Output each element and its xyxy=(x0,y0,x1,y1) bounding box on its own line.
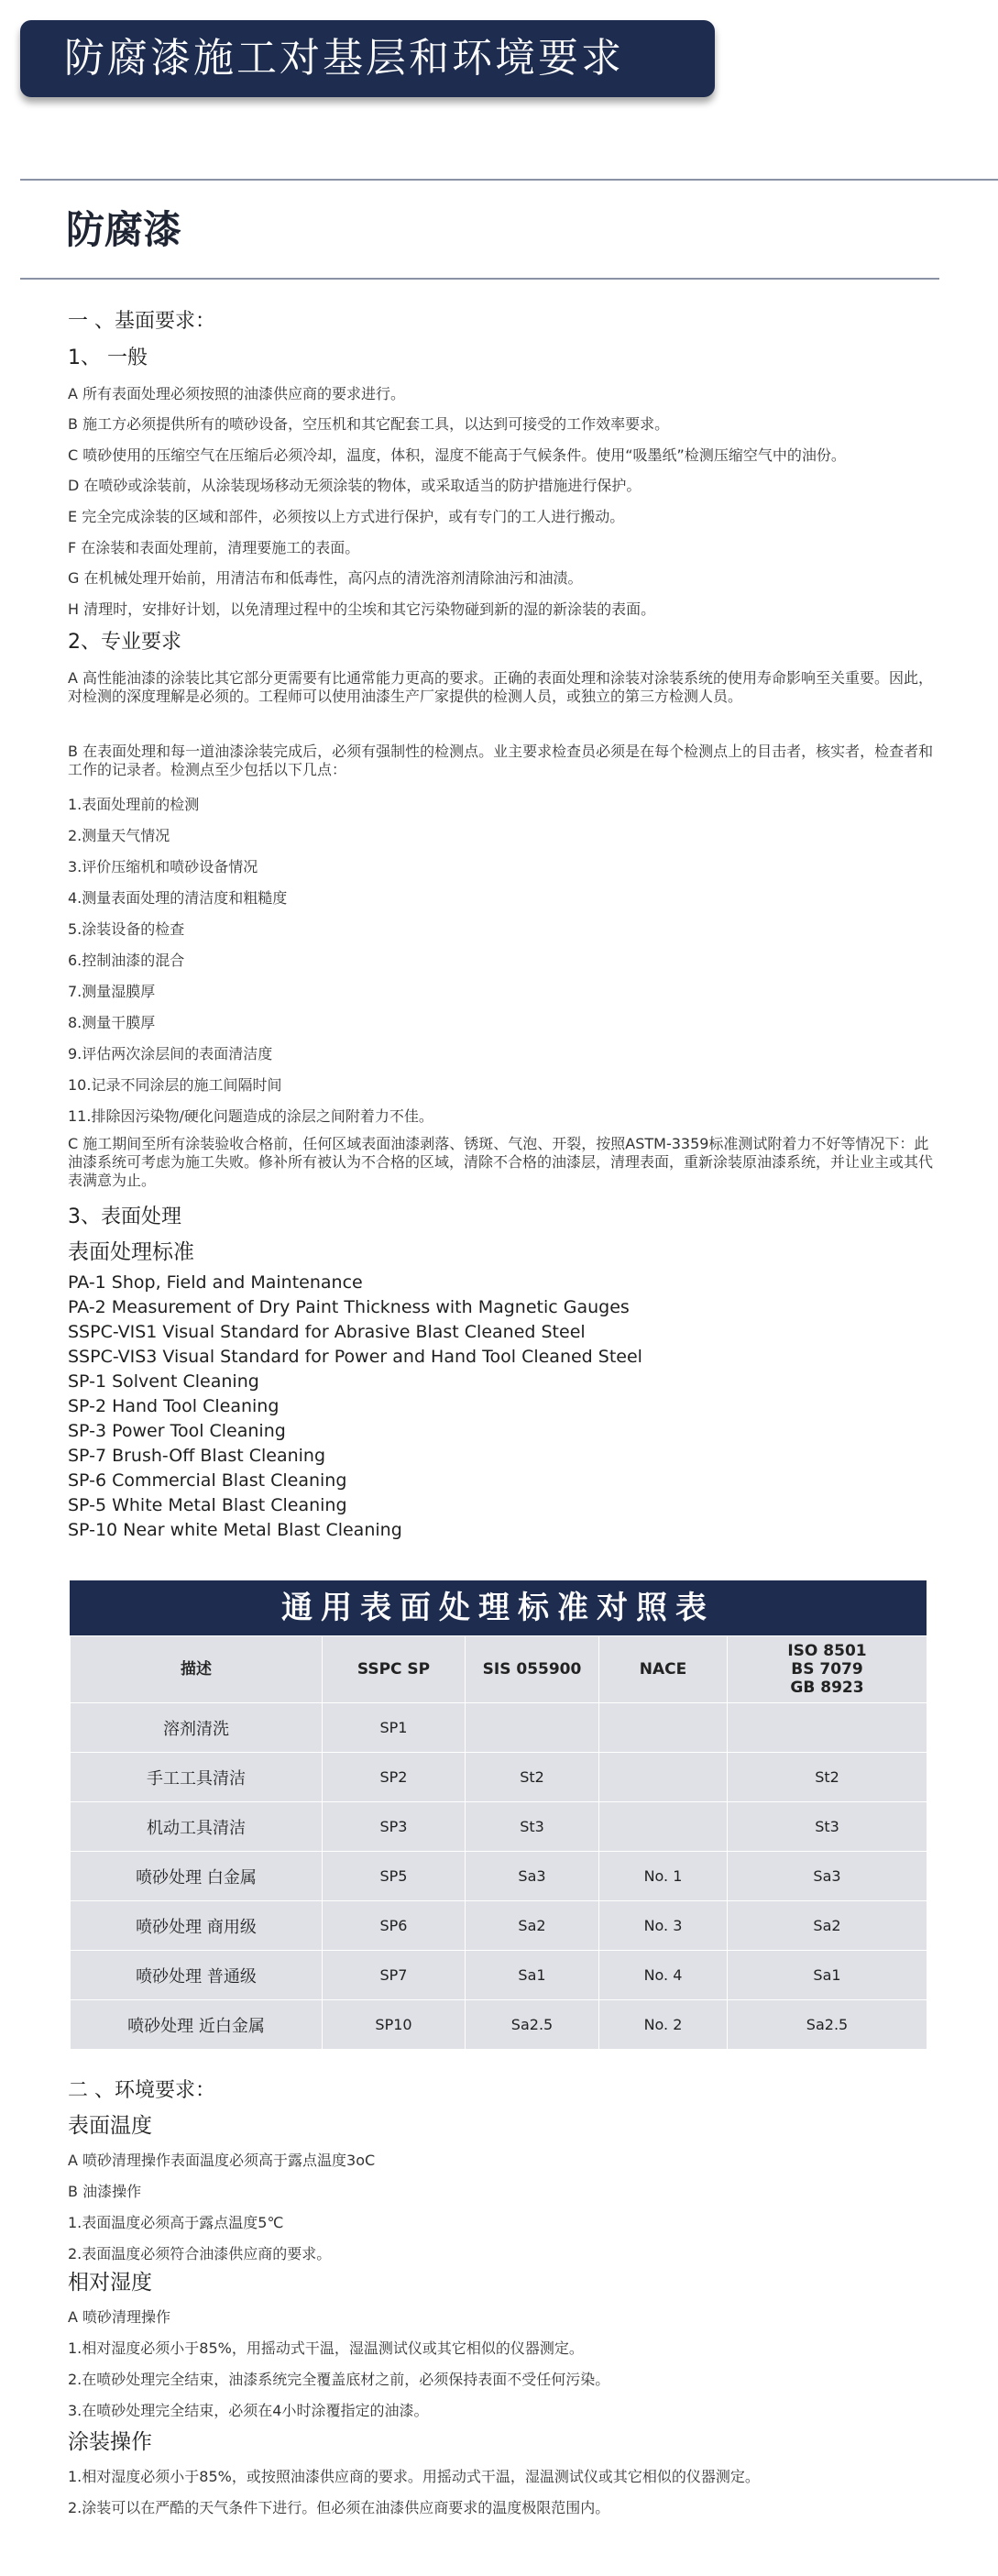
painting-heading: 涂装操作 xyxy=(68,2430,152,2454)
list-item: A 喷砂清理操作表面温度必须高于露点温度3oC xyxy=(68,2152,376,2169)
divider-line xyxy=(20,179,998,181)
standard-item: PA-1 Shop, Field and Maintenance xyxy=(68,1272,363,1293)
standard-item: SP-6 Commercial Blast Cleaning xyxy=(68,1470,347,1491)
list-item: A 喷砂清理操作 xyxy=(68,2308,171,2326)
table-cell: No. 3 xyxy=(599,1901,728,1951)
divider-line xyxy=(20,278,939,280)
table-cell: 手工工具清洁 xyxy=(71,1753,323,1802)
banner-title: 防腐漆施工对基层和环境要求 xyxy=(64,35,624,82)
paragraph-a: A 高性能油漆的涂装比其它部分更需要有比通常能力更高的要求。正确的表面处理和涂装对涂装系统的使用寿命影响至关重要。因此，对检测的深度理解是必须的。工程师可以使用油漆生产厂家提供的检测人员，或独立的第三方检测人员。 xyxy=(68,669,934,705)
check-item: 1.表面处理前的检测 xyxy=(68,796,200,813)
check-item: 7.测量湿膜厚 xyxy=(68,983,156,1000)
list-item: 2.在喷砂处理完全结束，油漆系统完全覆盖底材之前，必须保持表面不受任何污染。 xyxy=(68,2371,610,2388)
table-cell: 喷砂处理 商用级 xyxy=(71,1901,323,1951)
table-cell: 溶剂清洗 xyxy=(71,1703,323,1753)
part2-heading: 二 、环境要求： xyxy=(68,2079,215,2102)
table-cell: Sa3 xyxy=(466,1852,599,1901)
table-cell: Sa2.5 xyxy=(728,2000,927,2050)
list-item: H 清理时，安排好计划，以免清理过程中的尘埃和其它污染物碰到新的湿的新涂装的表面。 xyxy=(68,600,656,618)
part1-heading: 一 、基面要求： xyxy=(68,310,215,333)
table-cell: SP2 xyxy=(323,1753,466,1802)
list-item: E 完全完成涂装的区域和部件，必须按以上方式进行保护，或有专门的工人进行搬动。 xyxy=(68,508,625,525)
check-item: 5.涂装设备的检查 xyxy=(68,920,185,938)
table-cell: SP10 xyxy=(323,2000,466,2050)
table-cell: Sa2 xyxy=(728,1901,927,1951)
paragraph-c: C 施工期间至所有涂装验收合格前，任何区域表面油漆剥落、锈斑、气泡、开裂，按照ASTM-3359标准测试附着力不好等情况下：此油漆系统可考虑为施工失败。修补所有被认为不合格的区域，清除不合格的油漆层，清理表面，重新涂装原油漆系统，并让业主或其代表满意为止。 xyxy=(68,1135,934,1189)
general-heading: 1、 一般 xyxy=(68,347,148,369)
list-item: 3.在喷砂处理完全结束，必须在4小时涂覆指定的油漆。 xyxy=(68,2402,429,2419)
temp-heading: 表面温度 xyxy=(68,2114,152,2138)
table-cell xyxy=(466,1703,599,1753)
table-row xyxy=(71,2000,927,2050)
table-cell xyxy=(599,1703,728,1753)
header-cell: SSPC SP xyxy=(323,1636,466,1703)
table-cell: No. 4 xyxy=(599,1951,728,2000)
standard-item: SP-10 Near white Metal Blast Cleaning xyxy=(68,1520,402,1540)
professional-heading: 2、专业要求 xyxy=(68,631,181,654)
table-cell: SP3 xyxy=(323,1802,466,1852)
table-row xyxy=(71,1802,927,1852)
table-cell xyxy=(599,1802,728,1852)
table-cell xyxy=(599,1753,728,1802)
standard-item: SP-5 White Metal Blast Cleaning xyxy=(68,1495,347,1515)
list-item: B 施工方必须提供所有的喷砂设备，空压机和其它配套工具，以达到可接受的工作效率要求。 xyxy=(68,415,670,433)
standard-item: SP-7 Brush-Off Blast Cleaning xyxy=(68,1446,326,1466)
standard-item: SSPC-VIS1 Visual Standard for Abrasive Blast Cleaned Steel xyxy=(68,1322,586,1342)
table-cell: Sa2 xyxy=(466,1901,599,1951)
section-title: 防腐漆 xyxy=(66,207,182,252)
check-item: 6.控制油漆的混合 xyxy=(68,952,185,969)
list-item: A 所有表面处理必须按照的油漆供应商的要求进行。 xyxy=(68,385,406,402)
table-title: 通用表面处理标准对照表 xyxy=(70,1580,927,1635)
table-cell: St2 xyxy=(466,1753,599,1802)
table-cell: Sa1 xyxy=(728,1951,927,2000)
table-cell: 喷砂处理 普通级 xyxy=(71,1951,323,2000)
humidity-heading: 相对湿度 xyxy=(68,2271,152,2295)
table-row xyxy=(71,1852,927,1901)
table-cell: Sa2.5 xyxy=(466,2000,599,2050)
table-cell: SP6 xyxy=(323,1901,466,1951)
check-item: 2.测量天气情况 xyxy=(68,827,170,844)
table-cell: Sa3 xyxy=(728,1852,927,1901)
header-cell: ISO 8501 BS 7079 GB 8923 xyxy=(728,1636,927,1703)
table-row xyxy=(71,1951,927,2000)
table-cell: SP7 xyxy=(323,1951,466,2000)
standard-item: SP-3 Power Tool Cleaning xyxy=(68,1421,286,1441)
list-item: 1.相对湿度必须小于85%，或按照油漆供应商的要求。用摇动式干温，湿温测试仪或其它相似的仪器测定。 xyxy=(68,2468,760,2485)
comparison-table xyxy=(70,1635,927,2050)
standard-item: SP-2 Hand Tool Cleaning xyxy=(68,1396,280,1416)
check-item: 3.评价压缩机和喷砂设备情况 xyxy=(68,858,258,875)
header-cell: 描述 xyxy=(71,1636,323,1703)
list-item: D 在喷砂或涂装前，从涂装现场移动无须涂装的物体，或采取适当的防护措施进行保护。 xyxy=(68,477,642,494)
standard-item: PA-2 Measurement of Dry Paint Thickness with Magnetic Gauges xyxy=(68,1297,630,1317)
table-cell: SP5 xyxy=(323,1852,466,1901)
check-item: 9.评估两次涂层间的表面清洁度 xyxy=(68,1045,273,1062)
table-cell: 机动工具清洁 xyxy=(71,1802,323,1852)
check-item: 4.测量表面处理的清洁度和粗糙度 xyxy=(68,889,288,907)
table-cell: SP1 xyxy=(323,1703,466,1753)
table-row xyxy=(71,1703,927,1753)
list-item: 1.相对湿度必须小于85%，用摇动式干温，湿温测试仪或其它相似的仪器测定。 xyxy=(68,2339,584,2357)
paragraph-b: B 在表面处理和每一道油漆涂装完成后，必须有强制性的检测点。业主要求检查员必须是在每个检测点上的目击者，核实者，检查者和工作的记录者。检测点至少包括以下几点： xyxy=(68,743,934,778)
table-cell xyxy=(728,1703,927,1753)
list-item: B 油漆操作 xyxy=(68,2183,142,2200)
table-cell: St2 xyxy=(728,1753,927,1802)
list-item: G 在机械处理开始前，用清洁布和低毒性，高闪点的清洗溶剂清除油污和油渍。 xyxy=(68,569,583,587)
check-item: 11.排除因污染物/硬化问题造成的涂层之间附着力不佳。 xyxy=(68,1107,433,1125)
standard-item: SSPC-VIS3 Visual Standard for Power and Hand Tool Cleaned Steel xyxy=(68,1347,642,1367)
surface-heading: 3、表面处理 xyxy=(68,1205,181,1228)
table-cell: 喷砂处理 白金属 xyxy=(71,1852,323,1901)
table-cell: No. 2 xyxy=(599,2000,728,2050)
list-item: C 喷砂使用的压缩空气在压缩后必须冷却，温度，体积，湿度不能高于气候条件。使用“吸墨纸”检测压缩空气中的油份。 xyxy=(68,446,846,464)
table-header-row xyxy=(71,1636,927,1703)
table-cell: St3 xyxy=(466,1802,599,1852)
list-item: F 在涂装和表面处理前，清理要施工的表面。 xyxy=(68,539,360,556)
header-cell: SIS 055900 xyxy=(466,1636,599,1703)
table-row xyxy=(71,1753,927,1802)
list-item: 2.涂装可以在严酷的天气条件下进行。但必须在油漆供应商要求的温度极限范围内。 xyxy=(68,2499,610,2516)
table-cell: No. 1 xyxy=(599,1852,728,1901)
table-cell: St3 xyxy=(728,1802,927,1852)
standard-item: SP-1 Solvent Cleaning xyxy=(68,1371,259,1392)
table-cell: 喷砂处理 近白金属 xyxy=(71,2000,323,2050)
table-cell: Sa1 xyxy=(466,1951,599,2000)
list-item: 2.表面温度必须符合油漆供应商的要求。 xyxy=(68,2245,332,2262)
check-item: 8.测量干膜厚 xyxy=(68,1014,156,1031)
standards-heading: 表面处理标准 xyxy=(68,1240,194,1264)
list-item: 1.表面温度必须高于露点温度5℃ xyxy=(68,2214,284,2231)
standards-comparison-table xyxy=(70,1580,927,2050)
check-item: 10.记录不同涂层的施工间隔时间 xyxy=(68,1076,282,1094)
header-cell: NACE xyxy=(599,1636,728,1703)
table-row xyxy=(71,1901,927,1951)
